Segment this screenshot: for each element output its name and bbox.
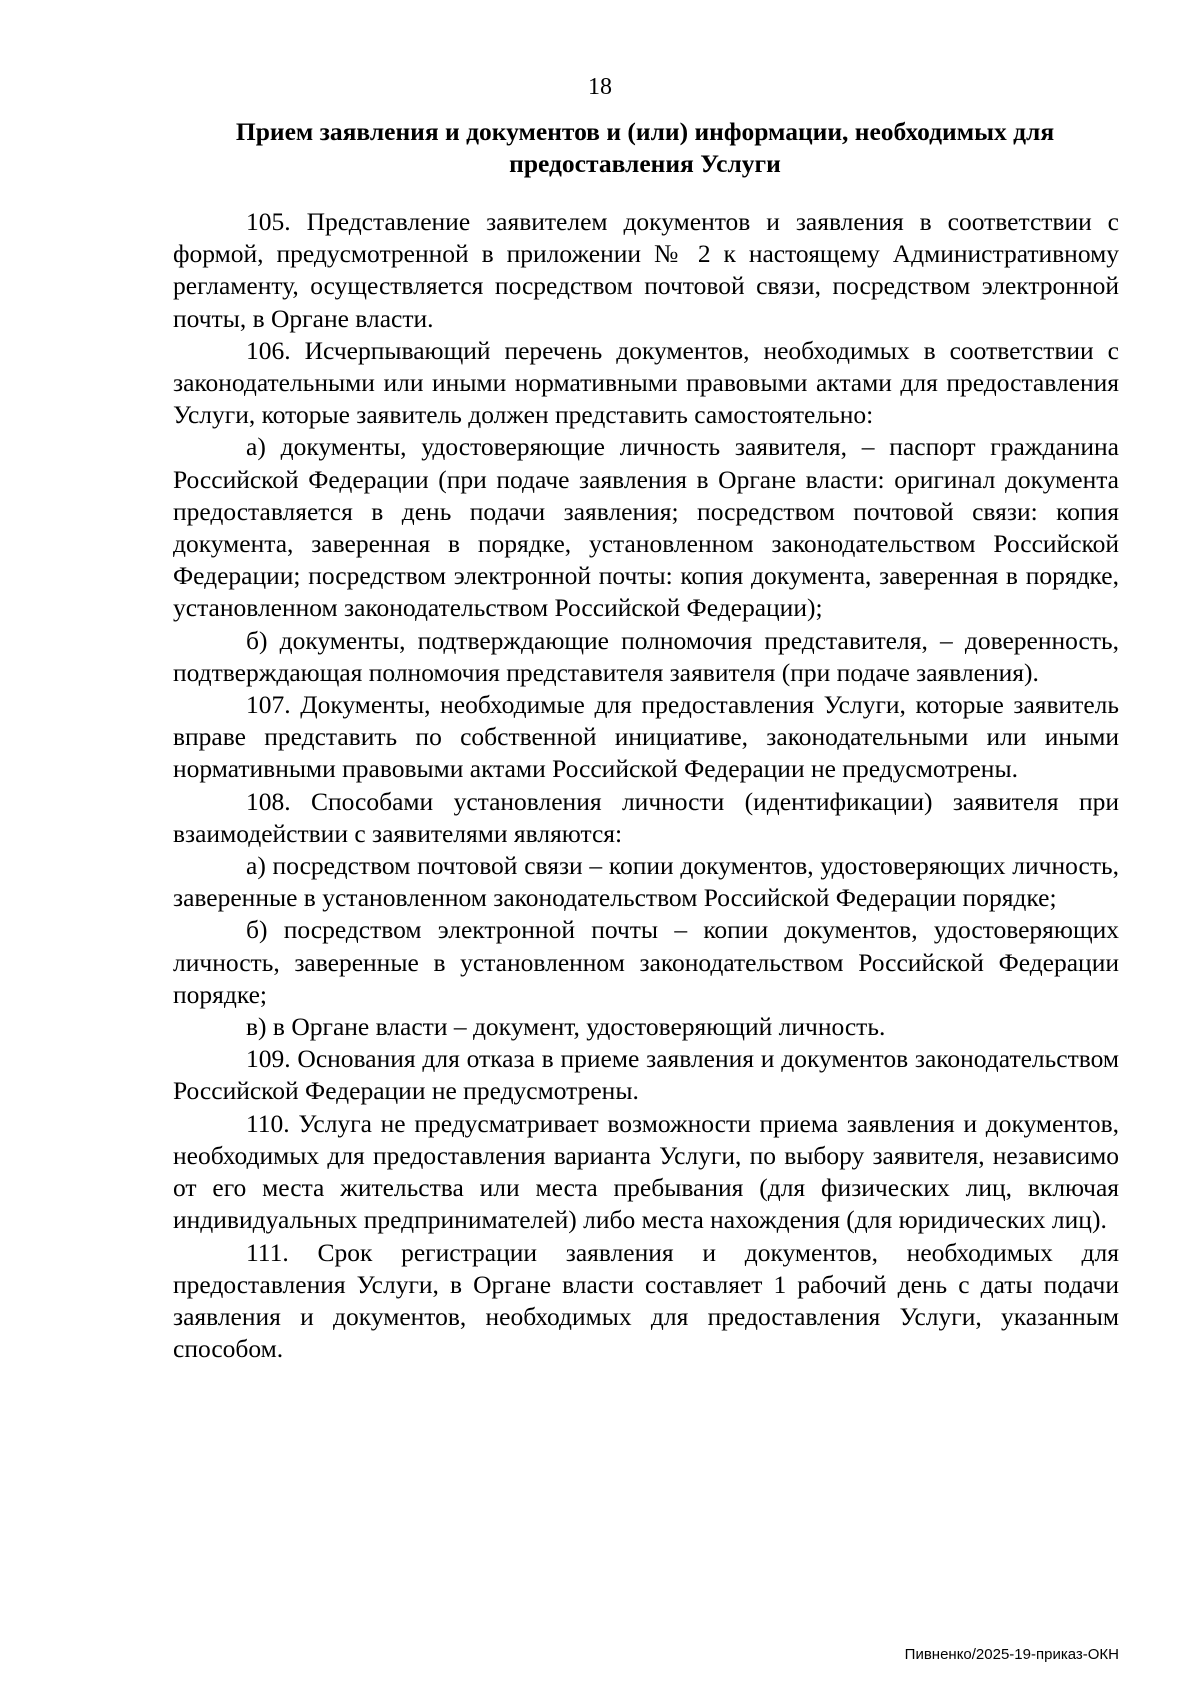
paragraph-106-a: а) документы, удостоверяющие личность заявителя, – паспорт гражданина Российской Федерации (при подаче заявления в Органе власти: оригинал документа предоставляется в день подачи заявления; посредством почтовой связи: копия документа, заверенная в порядке, установленном законодательством Российской Федерации; посредством электронной почты: копия документа, заверенная в порядке, установленном законодательством Российской Федерации); [173, 432, 1119, 623]
document-body [173, 206, 1119, 1365]
paragraph-108: 108. Способами установления личности (идентификации) заявителя при взаимодействии с заявителями являются: [173, 786, 1119, 848]
page-number: 18 [588, 74, 612, 100]
paragraph-105: 105. Представление заявителем документов и заявления в соответствии с формой, предусмотренной в приложении № 2 к настоящему Административному регламенту, осуществляется посредством почтовой связи, посредством электронной почты, в Органе власти. [173, 207, 1119, 333]
paragraph-106-b: б) документы, подтверждающие полномочия представителя, – доверенность, подтверждающая полномочия представителя заявителя (при подаче заявления). [173, 625, 1119, 687]
document-footer-reference: Пивненко/2025-19-приказ-ОКН [904, 1646, 1119, 1663]
paragraph-110: 110. Услуга не предусматривает возможности приема заявления и документов, необходимых для предоставления варианта Услуги, по выбору заявителя, независимо от его места жительства или места пребывания (для физических лиц, включая индивидуальных предпринимателей) либо места нахождения (для юридических лиц). [173, 1108, 1119, 1235]
paragraph-107: 107. Документы, необходимые для предоставления Услуги, которые заявитель вправе представить по собственной инициативе, законодательными или иными нормативными правовыми актами Российской Федерации не предусмотрены. [173, 690, 1119, 784]
paragraph-109: 109. Основания для отказа в приеме заявления и документов законодательством Российской Федерации не предусмотрены. [173, 1044, 1119, 1106]
paragraph-111: 111. Срок регистрации заявления и документов, необходимых для предоставления Услуги, в Органе власти составляет 1 рабочий день с даты подачи заявления и документов, необходимых для предоставления Услуги, указанным способом. [173, 1237, 1119, 1364]
paragraph-108-v: в) в Органе власти – документ, удостоверяющий личность. [246, 1012, 886, 1042]
section-heading: Прием заявления и документов и (или) информации, необходимых для предоставления Услуги [235, 117, 1055, 178]
paragraph-108-a: а) посредством почтовой связи – копии документов, удостоверяющих личность, заверенные в установленном законодательством Российской Федерации порядке; [173, 851, 1119, 913]
paragraph-106: 106. Исчерпывающий перечень документов, необходимых в соответствии с законодательными или иными нормативными правовыми актами для предоставления Услуги, которые заявитель должен представить самостоятельно: [173, 335, 1119, 430]
paragraph-108-b: б) посредством электронной почты – копии документов, удостоверяющих личность, заверенные в установленном законодательством Российской Федерации порядке; [173, 915, 1119, 1009]
